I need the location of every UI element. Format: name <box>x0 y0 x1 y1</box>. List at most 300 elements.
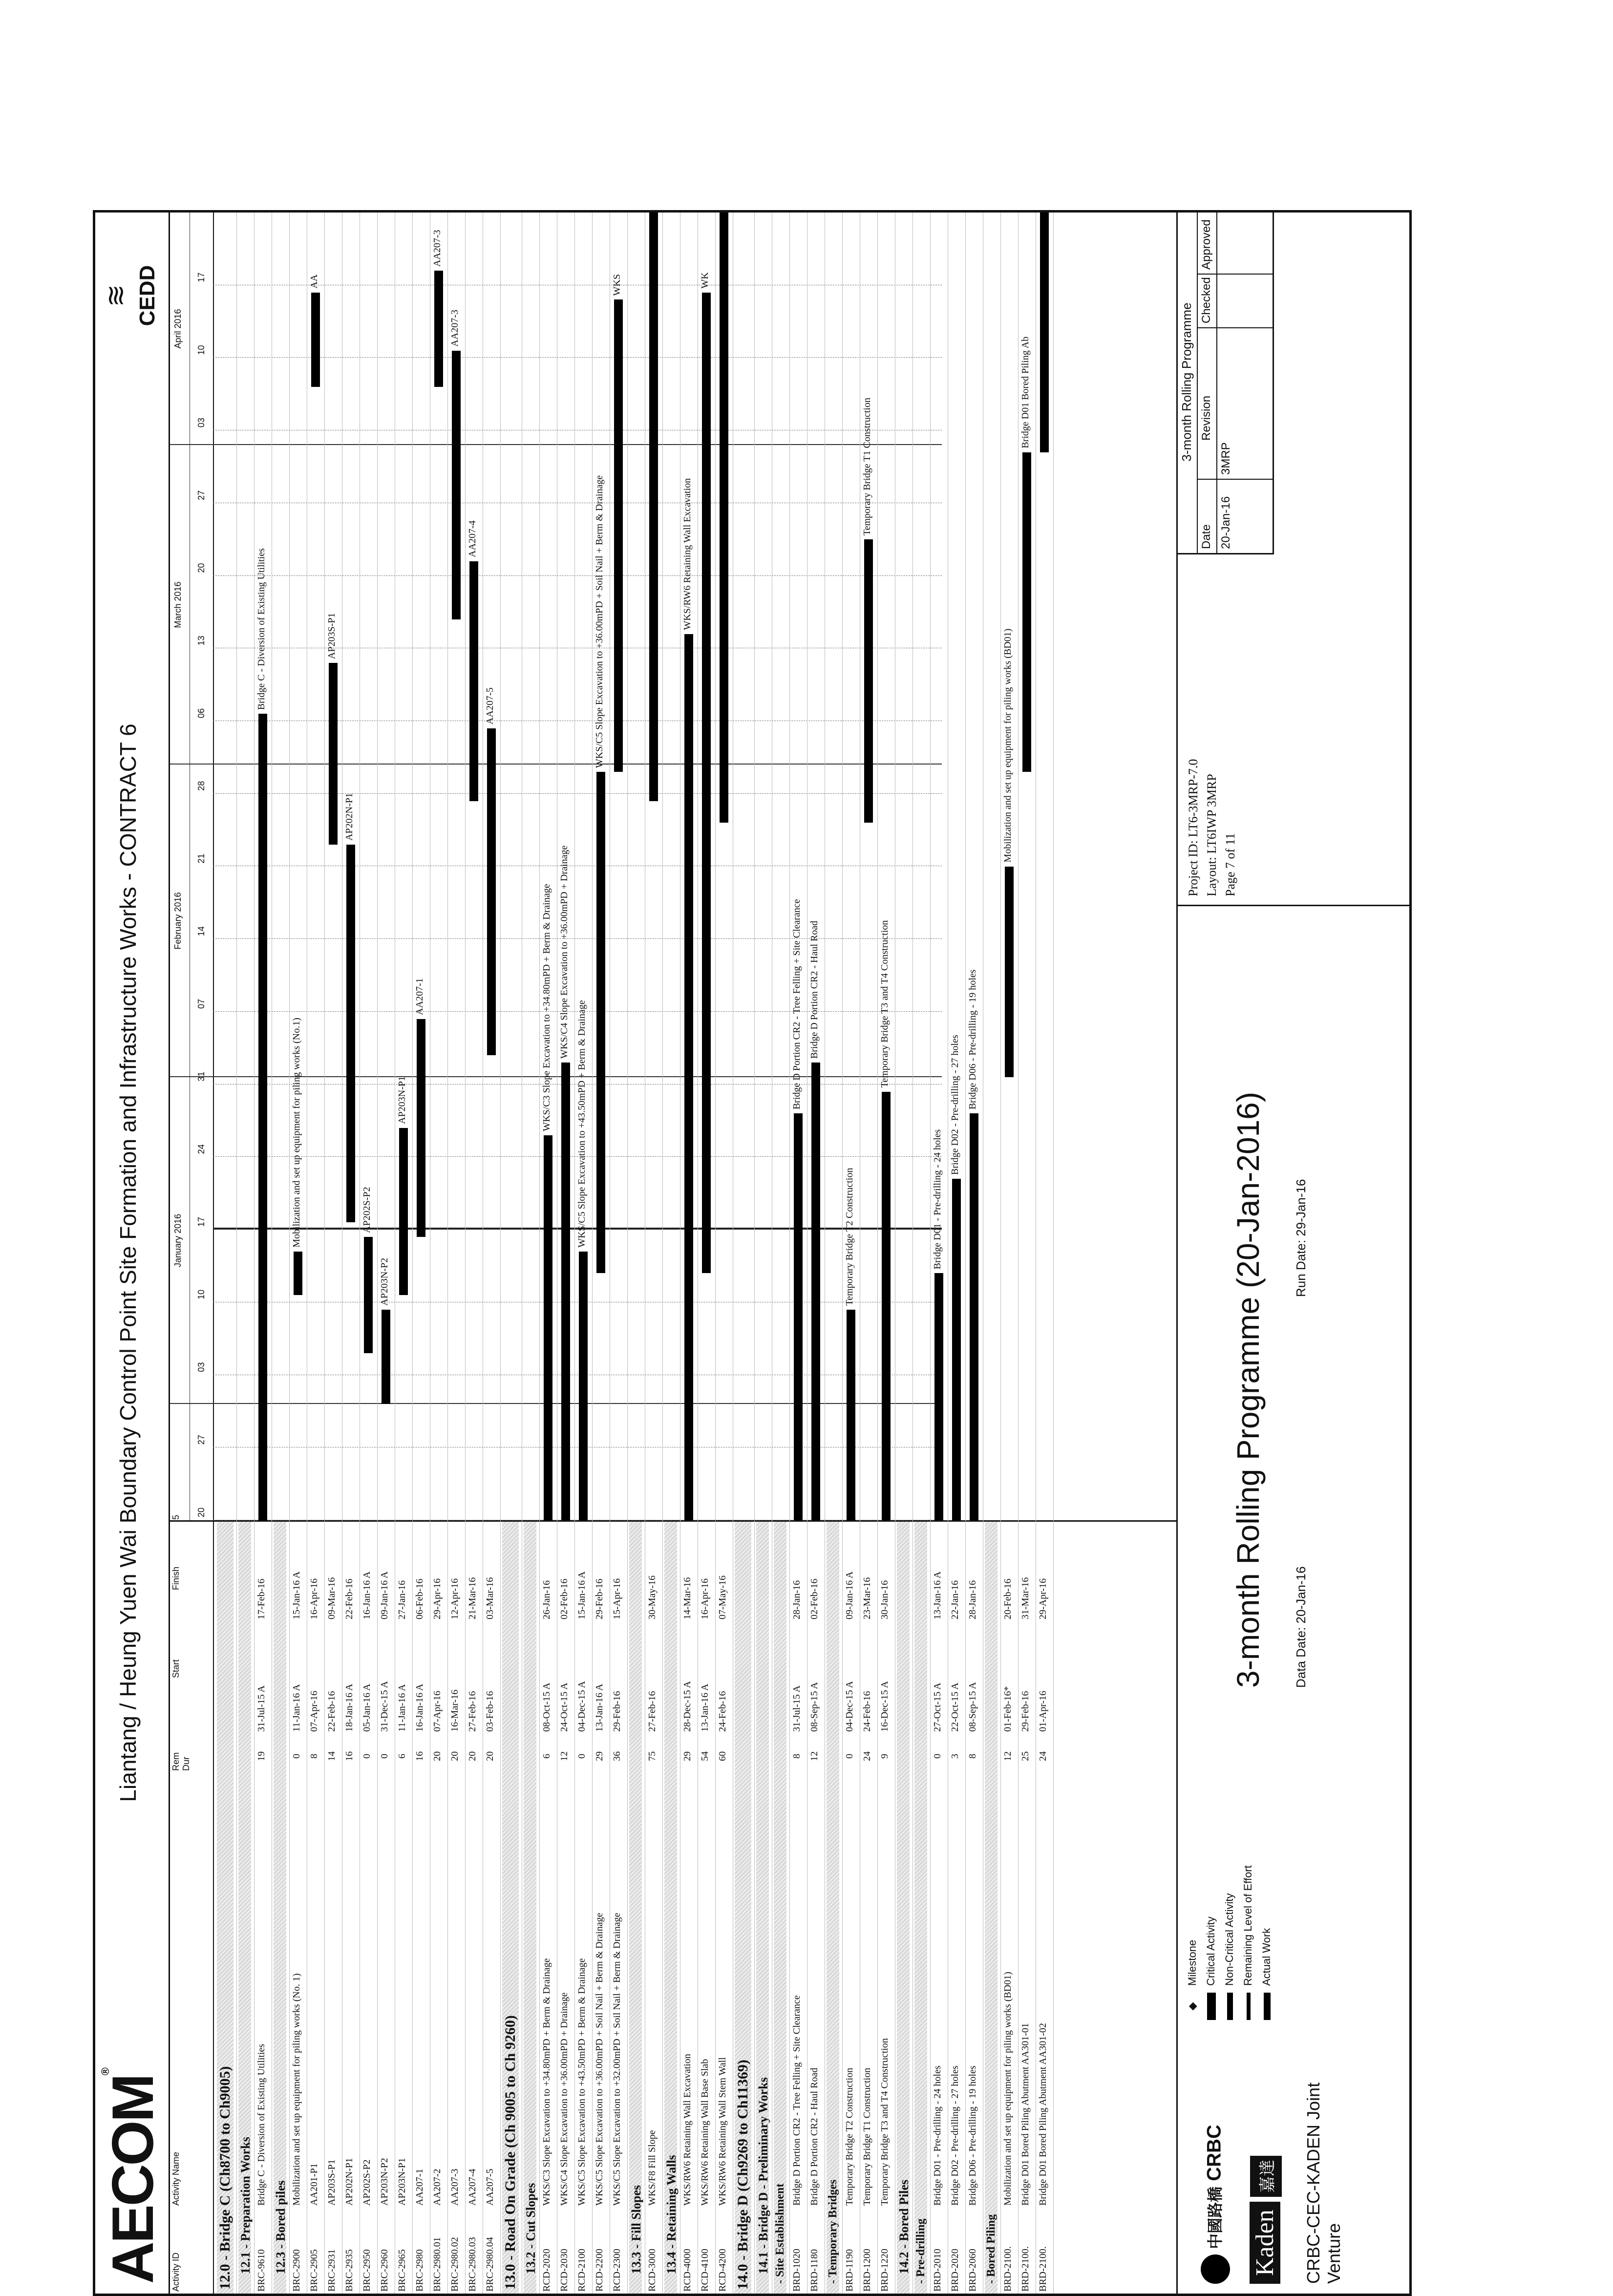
start-date: 08-Oct-15 A <box>541 1682 552 1732</box>
finish-date: 30-Jan-16 <box>879 1580 890 1619</box>
approved-header: Approved <box>1200 219 1213 270</box>
activity-name: Bridge C - Diversion of Existing Utilities <box>256 2043 267 2206</box>
revision-block-rule <box>1197 213 1198 553</box>
actual-bar-icon <box>1264 1993 1271 2020</box>
activity-id: BRC-2965 <box>397 2249 407 2292</box>
bar-label: Bridge D Portion CR2 - Tree Felling + Site Clearance <box>791 899 802 1110</box>
week-label: 10 <box>196 1289 206 1299</box>
activity-row[interactable] <box>950 213 962 2294</box>
band-label: 12.0 - Bridge C (Ch8700 to Ch9005) <box>217 2066 233 2290</box>
start-date: 07-Apr-16 <box>432 1690 443 1732</box>
bar-label: Bridge D01 Bored Piling Ab <box>1020 336 1031 448</box>
activity-bar[interactable] <box>1022 452 1031 772</box>
finish-date: 15-Apr-16 <box>612 1578 622 1619</box>
activity-bar[interactable] <box>346 845 355 1222</box>
remaining-duration: 6 <box>541 1754 552 1759</box>
row-gridline <box>254 213 255 2294</box>
activity-bar[interactable] <box>258 714 267 1520</box>
start-date: 22-Oct-15 A <box>950 1682 960 1732</box>
activity-id: RCD-2200 <box>594 2249 605 2292</box>
timeline-corner: 5 <box>171 1514 181 1520</box>
band-label: 13.3 - Fill Slopes <box>629 2185 643 2274</box>
activity-id: BRD-2010 <box>932 2249 943 2292</box>
activity-name: Bridge D01 Bored Piling Abutment AA301-02 <box>1038 2023 1048 2206</box>
col-activity-name[interactable]: Activity Name <box>171 2151 181 2206</box>
activity-row[interactable] <box>862 213 874 2294</box>
row-gridline <box>447 213 448 2294</box>
activity-row[interactable] <box>432 213 445 2294</box>
row-gridline <box>236 213 237 2294</box>
activity-name: WKS/RW6 Retaining Wall Excavation <box>682 2054 693 2206</box>
jv-name: CRBC-CEC-KADEN Joint Venture <box>1303 2082 1344 2284</box>
band-label: 14.0 - Bridge D (Ch9269 to Ch11369) <box>735 2060 751 2290</box>
subgroup-header[interactable] <box>774 1522 786 2294</box>
subgroup-header[interactable] <box>827 1522 839 2294</box>
month-label: February 2016 <box>173 892 183 950</box>
activity-bar[interactable] <box>952 1179 961 1520</box>
milestone-icon: ◆ <box>1186 2002 1198 2011</box>
row-gridline <box>574 213 575 2294</box>
bar-label: AA207-5 <box>485 687 495 724</box>
remaining-duration: 20 <box>432 1751 443 1761</box>
activity-bar[interactable] <box>399 1128 408 1295</box>
activity-name: AA207-3 <box>449 2168 460 2206</box>
activity-bar[interactable] <box>847 1310 855 1520</box>
finish-date: 16-Apr-16 <box>700 1578 710 1619</box>
activity-name: AA207-2 <box>432 2168 443 2206</box>
remaining-duration: 6 <box>397 1754 407 1759</box>
activity-row[interactable] <box>1002 213 1015 2294</box>
activity-name: WKS/C5 Slope Excavation to +43.50mPD + Berm & Drainage <box>576 1958 587 2206</box>
wbs-band[interactable] <box>502 1522 519 2294</box>
row-gridline <box>930 213 931 2294</box>
activity-bar[interactable] <box>487 728 496 1055</box>
activity-id: BRD-1220 <box>879 2249 890 2292</box>
activity-bar[interactable] <box>382 1310 390 1404</box>
band-label: 12.1 - Preparation Works <box>238 2137 253 2274</box>
finish-date: 29-Apr-16 <box>432 1578 443 1619</box>
finish-date: 02-Feb-16 <box>559 1578 570 1619</box>
remaining-duration: 0 <box>932 1754 943 1759</box>
activity-bar[interactable] <box>720 213 728 823</box>
finish-date: 27-Jan-16 <box>397 1580 407 1619</box>
activity-name: AA207-1 <box>414 2168 425 2206</box>
project-title: Liantang / Heung Yuen Wai Boundary Control Point Site Formation and Infrastructure Works - CONTRACT 6 <box>115 723 141 1802</box>
activity-row[interactable] <box>809 213 822 2294</box>
week-label: 24 <box>196 1144 206 1154</box>
wbs-band[interactable] <box>897 1522 910 2294</box>
wbs-band[interactable] <box>524 1522 536 2294</box>
noncritical-bar-icon <box>1227 1993 1233 2020</box>
activity-id: RCD-2100 <box>576 2249 587 2292</box>
finish-date: 06-Feb-16 <box>414 1578 425 1619</box>
programme-title: 3-month Rolling Programme (20-Jan-2016) <box>1231 1091 1266 1688</box>
activity-row[interactable] <box>485 213 497 2294</box>
start-date: 24-Oct-15 A <box>559 1682 570 1732</box>
wbs-band[interactable] <box>735 1522 751 2294</box>
week-label: 17 <box>196 1217 206 1227</box>
remaining-duration: 12 <box>559 1751 570 1761</box>
row-gridline <box>377 213 378 2294</box>
start-date: 13-Jan-16 A <box>700 1683 710 1732</box>
activity-id: BRD-2100. <box>1020 2246 1031 2292</box>
row-gridline <box>754 213 755 2294</box>
legend-milestone: ◆Milestone <box>1186 1815 1205 2020</box>
activity-bar[interactable] <box>579 1252 588 1520</box>
legend-noncritical: Non-Critical Activity <box>1223 1815 1242 2020</box>
activity-row[interactable] <box>309 213 321 2294</box>
activity-bar[interactable] <box>469 561 478 801</box>
wbs-band[interactable] <box>664 1522 677 2294</box>
band-label: 12.3 - Bored piles <box>274 2180 288 2274</box>
finish-date: 02-Feb-16 <box>809 1578 820 1619</box>
activity-row[interactable] <box>449 213 462 2294</box>
activity-name: WKS/F8 Fill Slope <box>647 2130 658 2206</box>
subgroup-header[interactable] <box>985 1522 998 2294</box>
band-label: 13.0 - Road On Grade (Ch 9005 to Ch 9260) <box>502 2015 518 2290</box>
activity-id: BRC-2980.03 <box>467 2237 478 2292</box>
remaining-duration: 0 <box>844 1754 855 1759</box>
revision-header: Revision <box>1200 395 1213 441</box>
finish-date: 20-Feb-16 <box>1002 1578 1013 1619</box>
activity-name: AA201-P1 <box>309 2163 319 2206</box>
remaining-duration: 12 <box>1002 1751 1013 1761</box>
remaining-duration: 20 <box>467 1751 478 1761</box>
band-label: 14.2 - Bored Piles <box>897 2179 911 2274</box>
finish-date: 28-Jan-16 <box>967 1580 978 1619</box>
activity-bar[interactable] <box>934 1273 943 1520</box>
remaining-duration: 24 <box>862 1751 872 1761</box>
start-date: 08-Sep-15 A <box>967 1682 978 1732</box>
col-finish[interactable]: Finish <box>171 1566 181 1590</box>
revision-col-rule-1 <box>1197 479 1273 480</box>
legend-critical: Critical Activity <box>1205 1815 1223 2020</box>
finish-date: 29-Apr-16 <box>1038 1578 1048 1619</box>
remaining-duration: 0 <box>576 1754 587 1759</box>
start-date: 16-Mar-16 <box>449 1689 460 1732</box>
activity-bar[interactable] <box>452 351 461 619</box>
bar-label: WKS/C4 Slope Excavation to +36.00mPD + Drainage <box>559 845 570 1059</box>
activity-row[interactable] <box>414 213 427 2294</box>
bar-label: AA207-3 <box>432 230 443 267</box>
cedd-wave-icon: ≋ <box>101 284 131 307</box>
activity-row[interactable] <box>612 213 624 2294</box>
activity-id: RCD-2030 <box>559 2249 570 2292</box>
finish-date: 09-Jan-16 A <box>379 1571 390 1619</box>
activity-row[interactable] <box>647 213 659 2294</box>
remaining-duration: 20 <box>485 1751 495 1761</box>
finish-date: 16-Apr-16 <box>309 1578 319 1619</box>
start-date: 13-Jan-16 A <box>594 1683 605 1732</box>
activity-name: WKS/C3 Slope Excavation to +34.80mPD + Berm & Drainage <box>541 1958 552 2206</box>
remaining-duration: 54 <box>700 1751 710 1761</box>
revision-code: 3MRP <box>1219 442 1232 475</box>
activity-row[interactable] <box>879 213 892 2294</box>
band-label: - Temporary Bridges <box>827 2179 839 2284</box>
activity-rows <box>217 213 1174 2294</box>
bar-label: Mobilization and set up equipment for piling works (No.1) <box>291 1018 302 1248</box>
start-date: 29-Feb-16 <box>612 1691 622 1732</box>
gantt-sheet <box>93 210 1412 2296</box>
row-gridline <box>539 213 540 2294</box>
week-label: 03 <box>196 418 206 428</box>
row-gridline <box>965 213 966 2294</box>
row-gridline <box>592 213 593 2294</box>
activity-bar[interactable] <box>614 299 623 772</box>
week-label: 20 <box>196 1507 206 1517</box>
activity-name: WKS/RW6 Retaining Wall Base Slab <box>700 2059 710 2206</box>
critical-bar-icon <box>1207 1993 1216 2020</box>
activity-row[interactable] <box>256 213 269 2294</box>
wbs-band[interactable] <box>756 1522 769 2294</box>
activity-bar[interactable] <box>649 213 658 801</box>
week-label: 20 <box>196 563 206 573</box>
week-label: 27 <box>196 490 206 500</box>
row-gridline <box>1018 213 1019 2294</box>
wbs-band[interactable] <box>274 1522 286 2294</box>
bar-label: AA207-1 <box>414 978 425 1015</box>
bar-label: AA207-4 <box>467 520 478 557</box>
start-date: 27-Oct-15 A <box>932 1682 943 1732</box>
activity-id: BRC-2900 <box>291 2249 302 2292</box>
activity-bar[interactable] <box>311 293 320 387</box>
wbs-band[interactable] <box>629 1522 642 2294</box>
activity-bar[interactable] <box>544 1135 552 1520</box>
start-date: 27-Feb-16 <box>647 1691 658 1732</box>
start-date: 31-Jul-15 A <box>256 1685 267 1732</box>
start-date: 24-Feb-16 <box>717 1691 728 1732</box>
finish-date: 22-Jan-16 <box>950 1580 960 1619</box>
activity-name: Bridge D06 - Pre-drilling - 19 holes <box>967 2065 978 2206</box>
activity-bar[interactable] <box>561 1063 570 1520</box>
finish-date: 21-Mar-16 <box>467 1577 478 1619</box>
activity-bar[interactable] <box>329 663 338 845</box>
activity-name: Temporary Bridge T1 Construction <box>862 2067 872 2206</box>
row-gridline <box>289 213 290 2294</box>
start-date: 04-Dec-15 A <box>844 1681 855 1732</box>
activity-row[interactable] <box>379 213 392 2294</box>
remaining-duration: 8 <box>309 1754 319 1759</box>
activity-id: BRD-1190 <box>844 2249 855 2292</box>
col-rem-dur[interactable]: Rem Dur <box>171 1752 191 1771</box>
activity-bar[interactable] <box>970 1113 978 1520</box>
activity-row[interactable] <box>559 213 572 2294</box>
activity-bar[interactable] <box>811 1063 820 1520</box>
remaining-duration: 8 <box>791 1754 802 1759</box>
finish-date: 28-Jan-16 <box>791 1580 802 1619</box>
start-date: 31-Dec-15 A <box>379 1681 390 1732</box>
subgroup-header[interactable] <box>914 1522 927 2294</box>
activity-row[interactable] <box>967 213 980 2294</box>
activity-row[interactable] <box>361 213 374 2294</box>
bar-label: AP203N-P1 <box>397 1076 407 1124</box>
bar-label: Bridge D06 - Pre-drilling - 19 holes <box>967 969 978 1110</box>
bar-label: AP202N-P1 <box>344 793 355 841</box>
col-start[interactable]: Start <box>171 1659 181 1678</box>
aecom-logo: AECOM® <box>99 2069 166 2284</box>
remaining-duration: 12 <box>809 1751 820 1761</box>
start-date: 18-Jan-16 A <box>344 1683 355 1732</box>
week-label: 27 <box>196 1435 206 1445</box>
start-date: 01-Apr-16 <box>1038 1690 1048 1732</box>
start-date: 16-Jan-16 A <box>414 1683 425 1732</box>
wbs-band[interactable] <box>238 1522 251 2294</box>
legend-level-of-effort: Remaining Level of Effort <box>1242 1815 1260 2020</box>
bar-label: Bridge D01 - Pre-drilling - 24 holes <box>932 1129 943 1270</box>
month-label: January 2016 <box>173 1213 183 1267</box>
activity-row[interactable] <box>326 213 339 2294</box>
activity-name: AP203N-P2 <box>379 2158 390 2206</box>
remaining-duration: 8 <box>967 1754 978 1759</box>
activity-row[interactable] <box>844 213 857 2294</box>
activity-name: Bridge D01 - Pre-drilling - 24 holes <box>932 2065 943 2206</box>
activity-bar[interactable] <box>596 772 605 1273</box>
remaining-duration: 16 <box>344 1751 355 1761</box>
crbc-logo: 中國路橋 CRBC <box>1201 2125 1230 2284</box>
activity-name: Temporary Bridge T2 Construction <box>844 2067 855 2206</box>
row-gridline <box>842 213 843 2294</box>
activity-name: WKS/C5 Slope Excavation to +32.00mPD + Soil Nail + Berm & Drainage <box>612 1913 622 2206</box>
finish-date: 15-Jan-16 A <box>291 1571 302 1619</box>
band-label: - Site Establishment <box>774 2183 786 2284</box>
revision-col-rule-3 <box>1197 274 1273 275</box>
activity-id: RCD-2300 <box>612 2249 622 2292</box>
revision-date: 20-Jan-16 <box>1219 496 1232 549</box>
activity-row[interactable] <box>1020 213 1033 2294</box>
row-gridline <box>877 213 878 2294</box>
page-number: Page 7 of 11 <box>1223 833 1237 896</box>
crbc-badge-icon <box>1201 2254 1230 2284</box>
activity-bar[interactable] <box>684 634 693 1520</box>
revision-col-rule-2 <box>1197 327 1273 328</box>
activity-bar[interactable] <box>1040 213 1049 452</box>
remaining-duration: 20 <box>449 1751 460 1761</box>
activity-bar[interactable] <box>434 271 443 387</box>
bar-label: Bridge D02 - Pre-drilling - 27 holes <box>950 1035 960 1175</box>
date-header: Date <box>1200 524 1213 549</box>
row-gridline <box>662 213 663 2294</box>
activity-bar[interactable] <box>417 1019 425 1237</box>
activity-id: BRD-2100. <box>1038 2246 1048 2292</box>
activity-name: AP202N-P1 <box>344 2158 355 2206</box>
row-gridline <box>465 213 466 2294</box>
activity-row[interactable] <box>397 213 409 2294</box>
week-label: 03 <box>196 1362 206 1372</box>
start-date: 11-Jan-16 A <box>291 1684 302 1732</box>
bar-label: Temporary Bridge T3 and T4 Construction <box>879 920 890 1088</box>
activity-bar[interactable] <box>702 293 711 1274</box>
remaining-duration: 36 <box>612 1751 622 1761</box>
activity-id: RCD-4000 <box>682 2249 693 2292</box>
bar-label: Bridge C - Diversion of Existing Utilities <box>256 548 267 710</box>
bar-label: WKS <box>612 274 622 296</box>
activity-id: BRC-2935 <box>344 2249 355 2292</box>
revision-row-rule <box>1216 213 1217 553</box>
activity-name: AA207-4 <box>467 2168 478 2206</box>
legend <box>1186 1815 1279 2020</box>
start-date: 05-Jan-16 A <box>361 1683 372 1732</box>
col-activity-id[interactable]: Activity ID <box>171 2252 181 2292</box>
activity-row[interactable] <box>682 213 695 2294</box>
activity-name: Mobilization and set up equipment for piling works (BD01) <box>1002 1972 1013 2206</box>
activity-bar[interactable] <box>364 1237 373 1353</box>
activity-bar[interactable] <box>1005 867 1014 1077</box>
activity-name: AA207-5 <box>485 2168 495 2206</box>
activity-row[interactable] <box>791 213 804 2294</box>
activity-row[interactable] <box>541 213 554 2294</box>
start-date: 27-Feb-16 <box>467 1691 478 1732</box>
activity-name: Bridge D02 - Pre-drilling - 27 holes <box>950 2065 960 2206</box>
activity-row[interactable] <box>1038 213 1050 2294</box>
activity-row[interactable] <box>291 213 304 2294</box>
activity-id: BRC-2960 <box>379 2249 390 2292</box>
row-gridline <box>1053 213 1054 2294</box>
remaining-duration: 29 <box>682 1751 693 1761</box>
activity-row[interactable] <box>700 213 712 2294</box>
start-date: 22-Feb-16 <box>326 1691 337 1732</box>
activity-id: BRC-9610 <box>256 2249 267 2292</box>
start-date: 01-Feb-16* <box>1002 1686 1013 1732</box>
activity-id: BRD-1200 <box>862 2249 872 2292</box>
wbs-band[interactable] <box>217 1522 233 2294</box>
row-gridline <box>500 213 501 2294</box>
activity-id: RCD-4200 <box>717 2249 728 2292</box>
activity-bar[interactable] <box>294 1252 302 1295</box>
activity-bar[interactable] <box>882 1092 891 1520</box>
start-date: 11-Jan-16 A <box>397 1684 407 1732</box>
start-date: 29-Feb-16 <box>1020 1691 1031 1732</box>
checked-header: Checked <box>1200 277 1213 323</box>
bar-label: WKS/RW6 Retaining Wall Excavation <box>682 478 693 630</box>
bar-label: Bridge D Portion CR2 - Haul Road <box>809 920 820 1059</box>
finish-date: 22-Feb-16 <box>344 1578 355 1619</box>
data-date: Data Date: 20-Jan-16 <box>1294 1566 1308 1688</box>
row-gridline <box>1000 213 1001 2294</box>
activity-name: Mobilization and set up equipment for piling works (No. 1) <box>291 1973 302 2206</box>
contractor-logos <box>1186 2025 1401 2289</box>
finish-date: 30-May-16 <box>647 1575 658 1619</box>
bar-label: WKS/C5 Slope Excavation to +36.00mPD + Soil Nail + Berm & Drainage <box>594 475 605 768</box>
activity-id: RCD-4100 <box>700 2249 710 2292</box>
activity-bar[interactable] <box>794 1113 803 1520</box>
finish-date: 09-Jan-16 A <box>844 1571 855 1619</box>
remaining-duration: 16 <box>414 1751 425 1761</box>
finish-date: 31-Mar-16 <box>1020 1577 1031 1619</box>
remaining-duration: 3 <box>950 1754 960 1759</box>
activity-row[interactable] <box>344 213 357 2294</box>
bar-label: AP202S-P2 <box>361 1187 372 1233</box>
activity-id: BRC-2931 <box>326 2249 337 2292</box>
activity-name: Temporary Bridge T3 and T4 Construction <box>879 2038 890 2206</box>
week-label: 10 <box>196 345 206 355</box>
activity-row[interactable] <box>717 213 730 2294</box>
week-label: 13 <box>196 636 206 646</box>
finish-date: 17-Feb-16 <box>256 1578 267 1619</box>
activity-row[interactable] <box>594 213 607 2294</box>
bar-label: AA <box>309 274 319 289</box>
activity-row[interactable] <box>576 213 589 2294</box>
activity-name: Bridge D01 Bored Piling Abutment AA301-01 <box>1020 2023 1031 2206</box>
activity-bar[interactable] <box>864 539 873 823</box>
month-label: April 2016 <box>173 309 183 349</box>
loe-bar-icon <box>1247 1993 1251 2020</box>
finish-date: 26-Jan-16 <box>541 1580 552 1619</box>
activity-row[interactable] <box>467 213 480 2294</box>
row-gridline <box>789 213 790 2294</box>
finish-date: 14-Mar-16 <box>682 1577 693 1619</box>
week-label: 28 <box>196 781 206 791</box>
activity-row[interactable] <box>932 213 945 2294</box>
